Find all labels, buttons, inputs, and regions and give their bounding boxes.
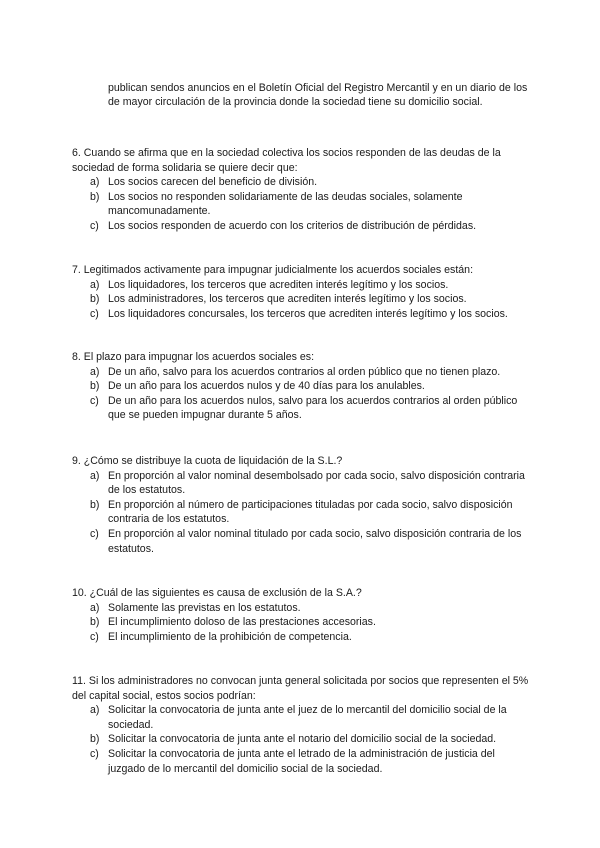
option-letter: b) (90, 498, 100, 511)
option-letter: b) (90, 190, 100, 203)
option-text: En proporción al número de participaciones tituladas por cada socio, salvo disposición contraria de los estatutos. (108, 498, 513, 526)
option-b (72, 732, 532, 747)
option-c (72, 747, 532, 776)
option-letter: c) (90, 307, 99, 320)
option-c (72, 630, 532, 645)
option-b (72, 379, 532, 394)
option-a (72, 469, 532, 498)
option-letter: a) (90, 365, 100, 378)
option-a (72, 703, 532, 732)
option-letter: c) (90, 394, 99, 407)
question-9 (72, 454, 532, 556)
option-a (72, 365, 532, 380)
option-letter: a) (90, 601, 100, 614)
option-letter: a) (90, 278, 100, 291)
option-letter: c) (90, 527, 99, 540)
question-text: 11. Si los administradores no convocan junta general solicitada por socios que representen el 5% del capital social, estos socios podrían: (72, 675, 529, 702)
option-text: En proporción al valor nominal titulado por cada socio, salvo disposición contraria de los estatutos. (108, 527, 522, 555)
option-text: Solamente las previstas en los estatutos. (108, 601, 301, 614)
question-8 (72, 350, 532, 423)
option-text: Solicitar la convocatoria de junta ante el letrado de la administración de justicia del juzgado de lo mercantil del domicilio social de la sociedad. (108, 747, 495, 775)
question-text: 6. Cuando se afirma que en la sociedad colectiva los socios responden de las deudas de la sociedad de forma solidaria se quiere decir que: (72, 147, 501, 174)
option-letter: a) (90, 176, 100, 189)
option-text: De un año para los acuerdos nulos, salvo para los acuerdos contrarios al orden público que se pueden impugnar durante 5 años. (108, 394, 518, 422)
options-list (72, 365, 532, 423)
continuation-paragraph: publican sendos anuncios en el Boletín Oficial del Registro Mercantil y en un diario de los de mayor circulación de la provincia donde la sociedad tiene su domicilio social. (108, 81, 528, 109)
option-letter: c) (90, 747, 99, 760)
option-text: Los liquidadores concursales, los terceros que acrediten interés legítimo y los socios. (108, 307, 508, 320)
option-text: Solicitar la convocatoria de junta ante el notario del domicilio social de la sociedad. (108, 733, 497, 746)
option-letter: b) (90, 293, 100, 306)
question-text: 9. ¿Cómo se distribuye la cuota de liquidación de la S.L.? (72, 455, 343, 467)
option-letter: b) (90, 733, 100, 746)
options-list (72, 469, 532, 557)
option-letter: b) (90, 616, 100, 629)
option-a (72, 601, 532, 616)
options-list (72, 175, 532, 233)
question-text: 10. ¿Cuál de las siguientes es causa de exclusión de la S.A.? (72, 587, 362, 599)
option-c (72, 307, 532, 322)
question-10 (72, 586, 532, 644)
option-letter: c) (90, 219, 99, 232)
option-c (72, 394, 532, 423)
question-text: 8. El plazo para impugnar los acuerdos sociales es: (72, 351, 315, 363)
option-text: Solicitar la convocatoria de junta ante el juez de lo mercantil del domicilio social de la sociedad. (108, 704, 507, 731)
option-text: Los socios responden de acuerdo con los criterios de distribución de pérdidas. (108, 219, 477, 232)
option-text: Los administradores, los terceros que acrediten interés legítimo y los socios. (108, 293, 467, 306)
option-text: Los liquidadores, los terceros que acrediten interés legítimo y los socios. (108, 278, 449, 291)
question-11 (72, 674, 532, 776)
option-b (72, 498, 532, 527)
option-letter: a) (90, 704, 100, 717)
option-c (72, 219, 532, 234)
option-b (72, 190, 532, 219)
option-text: Los socios carecen del beneficio de división. (108, 176, 318, 189)
option-text: De un año para los acuerdos nulos y de 40 días para los anulables. (108, 380, 425, 393)
option-letter: b) (90, 380, 100, 393)
option-a (72, 175, 532, 190)
option-text: De un año, salvo para los acuerdos contrarios al orden público que no tienen plazo. (108, 365, 501, 378)
option-b (72, 615, 532, 630)
question-6 (72, 146, 532, 234)
option-text: El incumplimiento de la prohibición de competencia. (108, 630, 352, 643)
options-list (72, 601, 532, 645)
options-list (72, 278, 532, 322)
option-c (72, 527, 532, 556)
option-letter: a) (90, 469, 100, 482)
option-a (72, 278, 532, 293)
option-text: Los socios no responden solidariamente de las deudas sociales, solamente mancomunadamente. (108, 190, 463, 218)
question-text: 7. Legitimados activamente para impugnar judicialmente los acuerdos sociales están: (72, 264, 474, 276)
question-7 (72, 263, 532, 321)
option-text: El incumplimiento doloso de las prestaciones accesorias. (108, 616, 376, 629)
options-list (72, 703, 532, 776)
option-letter: c) (90, 630, 99, 643)
option-text: En proporción al valor nominal desembolsado por cada socio, salvo disposición contraria de los estatutos. (108, 469, 525, 497)
option-b (72, 292, 532, 307)
